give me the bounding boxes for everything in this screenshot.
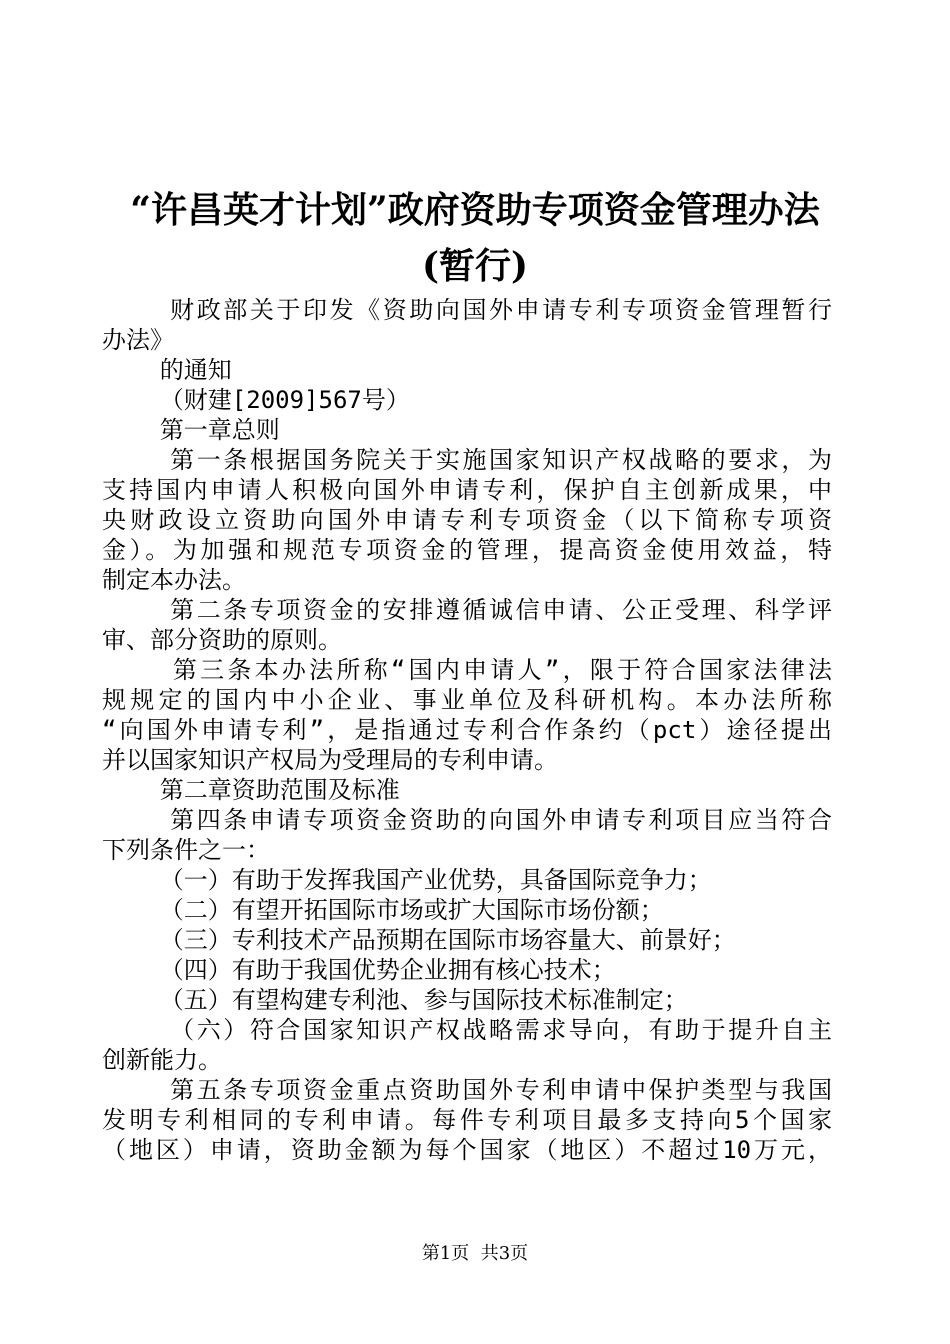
- text-line: 的通知: [102, 356, 232, 384]
- document-title: “许昌英才计划”政府资助专项资金管理办法: [130, 189, 820, 231]
- text-line: 财政部关于印发《资助向国外申请专利专项资金管理暂行: [102, 296, 832, 324]
- text-line: （五）有望构建专利池、参与国际技术标准制定；: [102, 986, 688, 1014]
- text-line: “向国外申请专利”，是指通过专利合作条约（pct）途径提出: [102, 716, 832, 744]
- text-line: 第一条根据国务院关于实施国家知识产权战略的要求，为: [102, 446, 832, 474]
- text-line: （四）有助于我国优势企业拥有核心技术；: [102, 956, 616, 984]
- text-line: 发明专利相同的专利申请。每件专利项目最多支持向5个国家: [102, 1106, 832, 1134]
- text-line: 第三条本办法所称“国内申请人”，限于符合国家法律法: [102, 656, 832, 684]
- text-line: （六）符合国家知识产权战略需求导向，有助于提升自主: [102, 1016, 832, 1044]
- document-body: [102, 295, 832, 1165]
- document-subtitle: (暂行): [421, 245, 529, 287]
- text-line: 第二章资助范围及标准: [102, 776, 400, 804]
- text-line: 并以国家知识产权局为受理局的专利申请。: [102, 746, 558, 774]
- text-line: （财建[2009]567号）: [102, 386, 410, 414]
- text-line: 办法》: [102, 326, 174, 354]
- text-line: 制定本办法。: [102, 566, 246, 594]
- text-line: （地区）申请，资助金额为每个国家（地区）不超过10万元，: [102, 1136, 832, 1164]
- page-number: 第1页 共3页: [421, 1243, 529, 1264]
- text-line: 审、部分资助的原则。: [102, 626, 342, 654]
- text-line: 规规定的国内中小企业、事业单位及科研机构。本办法所称: [102, 686, 832, 714]
- text-line: （一）有助于发挥我国产业优势，具备国际竞争力；: [102, 866, 712, 894]
- text-line: 金）。为加强和规范专项资金的管理，提高资金使用效益，特: [102, 536, 832, 564]
- text-line: 下列条件之一：: [102, 836, 270, 864]
- text-line: 第二条专项资金的安排遵循诚信申请、公正受理、科学评: [102, 596, 832, 624]
- text-line: 第五条专项资金重点资助国外专利申请中保护类型与我国: [102, 1076, 832, 1104]
- text-line: （三）专利技术产品预期在国际市场容量大、前景好；: [102, 926, 736, 954]
- text-line: 第四条申请专项资金资助的向国外申请专利项目应当符合: [102, 806, 832, 834]
- text-line: 央财政设立资助向国外申请专利专项资金（以下简称专项资: [102, 506, 832, 534]
- text-line: 创新能力。: [102, 1046, 222, 1074]
- text-line: 支持国内申请人积极向国外申请专利，保护自主创新成果，中: [102, 476, 832, 504]
- text-line: （二）有望开拓国际市场或扩大国际市场份额；: [102, 896, 664, 924]
- text-line: 第一章总则: [102, 416, 280, 444]
